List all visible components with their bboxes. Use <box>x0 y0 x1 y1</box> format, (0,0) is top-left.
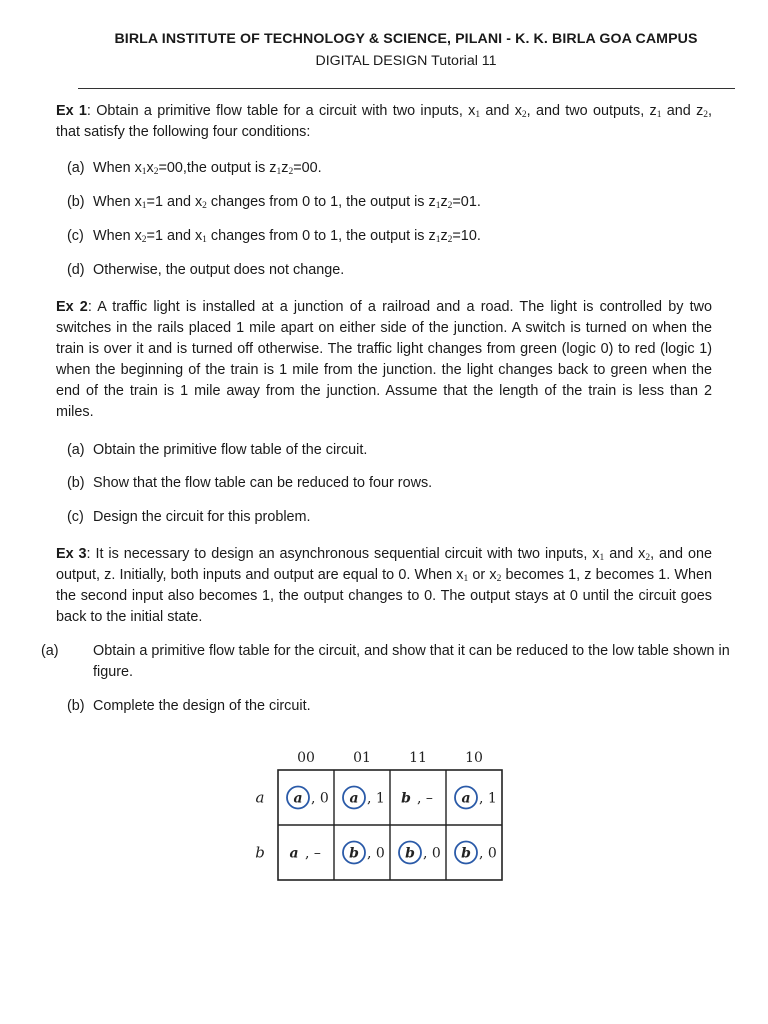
output-value: , – <box>417 790 433 807</box>
next-state: b <box>405 845 415 862</box>
output-value: , 0 <box>423 845 441 862</box>
ex1-item-c: (c) When $x_2=1$ and $x_1$ changes from 0 to 1, the output is $z_1z_2=10$. <box>67 228 481 245</box>
ex2-item-b: (b) Show that the flow table can be reduced to four rows. <box>67 475 433 491</box>
course-title: DIGITAL DESIGN Tutorial 11 <box>315 53 497 69</box>
output-value: , 0 <box>311 790 329 807</box>
flow-table <box>248 742 518 887</box>
ex1-item-a: (a) When $x_1x_2=00,the$ output is $z_1z_2=00$. <box>67 160 322 177</box>
output-value: , 0 <box>479 845 497 862</box>
output-value: , 1 <box>367 790 385 807</box>
next-state: a <box>289 845 299 862</box>
ex2-label: Ex 2 <box>56 299 88 315</box>
output-value: , 1 <box>479 790 497 807</box>
output-value: , – <box>305 845 321 862</box>
ex3-item-a: (a) Obtain a primitive flow table for the circuit, and show that it can be reduced to the low table shown in figure. <box>41 643 730 680</box>
ex2-item-a: (a) Obtain the primitive flow table of the circuit. <box>67 442 368 458</box>
column-header: 10 <box>465 750 483 766</box>
next-state: b <box>349 845 359 862</box>
next-state: b <box>461 845 471 862</box>
column-header: 00 <box>297 750 315 766</box>
header-divider <box>78 88 735 89</box>
ex1-item-b: (b) When $x_1=1$ and $x_2$ changes from 0 to 1, the output is $z_1z_2=01$. <box>67 194 481 211</box>
institution-title: BIRLA INSTITUTE OF TECHNOLOGY & SCIENCE, PILANI - K. K. BIRLA GOA CAMPUS <box>114 31 698 47</box>
ex1-item-d: (d) Otherwise, the output does not change. <box>67 262 345 278</box>
ex3-label: Ex 3 <box>56 546 87 562</box>
next-state: b <box>401 790 411 807</box>
ex2-statement: Ex 2: A traffic light is installed at a junction of a railroad and a road. The light is controlled by two switches in the rails placed 1 mile apart on either side of the junction. A switch is turned on when the train is over it and is turned off otherwise. The traffic light changes from green (logic 0) to red (logic 1) when the beginning of the train is 1 mile from the junction. the light changes back to green when the end of the train is 1 mile away from the junction. Assume that the length of the train is less than 2 miles. <box>56 299 712 420</box>
state-label: b <box>255 843 265 862</box>
next-state: a <box>349 790 359 807</box>
ex2-item-c: (c) Design the circuit for this problem. <box>67 509 311 525</box>
output-value: , 0 <box>367 845 385 862</box>
column-header: 01 <box>353 750 371 766</box>
state-label: a <box>255 788 265 807</box>
ex1-label: Ex 1 <box>56 103 87 119</box>
column-header: 11 <box>409 750 427 766</box>
ex3-statement: Ex 3: It is necessary to design an asynchronous sequential circuit with two inputs, $x_1$ and $x_2$, and one output, z. Initially, both inputs and output are equal to 0. When $x_1$ or $x_2$ becomes 1, z becomes 1. When the second input also becomes 1, the output changes to 0. The output stays at 0 until the circuit goes back to the initial state. <box>56 546 713 625</box>
flow-table-figure <box>248 742 518 887</box>
ex1-statement: Ex 1: Obtain a primitive flow table for a circuit with two inputs, $x_1$ and $x_2$, and two outputs, $z_1$ and $z_2$, that satisfy the following four conditions: <box>56 103 713 140</box>
next-state: a <box>293 790 303 807</box>
next-state: a <box>461 790 471 807</box>
ex3-item-b: (b) Complete the design of the circuit. <box>67 698 311 714</box>
